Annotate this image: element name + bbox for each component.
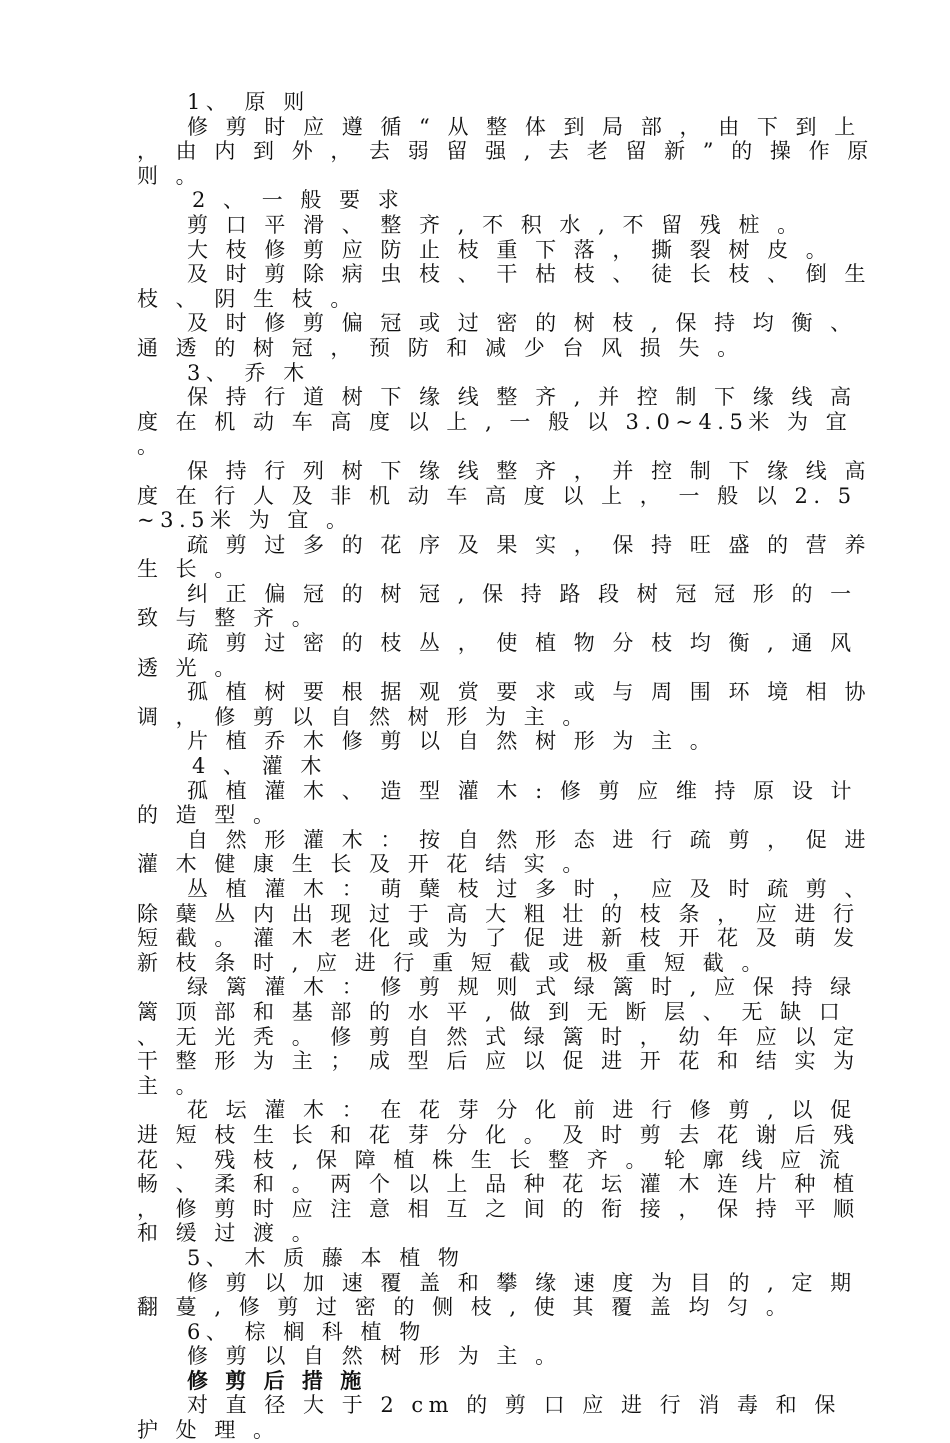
paragraph: 自 然 形 灌 木 ： 按 自 然 形 态 进 行 疏 剪 ， 促 进 灌 木 健 康 生 长 及 开 花 结 实 。 [137,827,871,877]
paragraph: 剪 口 平 滑 、 整 齐 , 不 积 水 , 不 留 残 桩 。 [187,212,804,237]
paragraph: 修 剪 以 加 速 覆 盖 和 攀 缘 速 度 为 目 的 , 定 期 翻 蔓 , 修 剪 过 密 的 侧 枝 , 使 其 覆 盖 均 匀 。 [137,1270,857,1320]
section-heading-principle: 1、 原 则 [187,90,310,114]
paragraph: 保 持 行 列 树 下 缘 线 整 齐 ， 并 控 制 下 缘 线 高 度 在 行 人 及 非 机 动 车 高 度 以 上 ， 一 般 以 2. 5 ~3.5米 为 宜 。 [137,458,871,533]
paragraph: 疏 剪 过 密 的 枝 丛 ， 使 植 物 分 枝 均 衡 , 通 风 透 光 。 [137,631,857,680]
paragraph: 花 坛 灌 木 ： 在 花 芽 分 化 前 进 行 修 剪 , 以 促 进 短 枝 生 长 和 花 芽 分 化 。 及 时 剪 去 花 谢 后 残 花 、 残 枝 , 保 障 植 株 生 长 整 齐 。 轮 廓 线 应 流 畅 、 柔 和 。 两 个 以 上 品 种 花 坛 灌 木 连 片 种 植 ， 修 剪 时 应 注 意 相 互 之 间 的 衔 接 ， 保 持 平 顺 和 缓 过 渡 。 [137,1098,860,1246]
paragraph: 大 枝 修 剪 应 防 止 枝 重 下 落 ， 撕 裂 树 皮 。 [187,237,833,262]
paragraph: 疏 剪 过 多 的 花 序 及 果 实 ， 保 持 旺 盛 的 营 养 生 长 。 [137,532,871,582]
paragraph: 孤 植 树 要 根 据 观 赏 要 求 或 与 周 围 环 境 相 协 调 ， 修 剪 以 自 然 树 形 为 主 。 [137,680,871,729]
paragraph: 绿 篱 灌 木 ： 修 剪 规 则 式 绿 篱 时 , 应 保 持 绿 篱 顶 部 和 基 部 的 水 平 , 做 到 无 断 层 、 无 缺 口 、 无 光 秃 。 修 剪 自 然 式 绿 篱 时 ， 幼 年 应 以 定 干 整 形 为 主 ； 成 型 后 应 以 促 进 开 花 和 结 实 为 主 。 [137,975,860,1098]
section-heading-trees: 3、 乔 木 [187,360,310,385]
section-heading-palms: 6、 棕 榈 科 植 物 [187,1319,426,1344]
section-heading-post-pruning: 修 剪 后 措 施 [187,1367,367,1393]
section-heading-shrubs: 4 、 灌 木 [192,754,327,779]
section-heading-general-requirements: 2 、 一 般 要 求 [192,188,405,213]
paragraph: 修 剪 以 自 然 树 形 为 主 。 [187,1344,562,1369]
paragraph: 修 剪 时 应 遵 循 “ 从 整 体 到 局 部 ， 由 下 到 上 ， 由 内 到 外 ， 去 弱 留 强 , 去 老 留 新 ” 的 操 作 原 则 。 [137,114,874,188]
paragraph: 片 植 乔 木 修 剪 以 自 然 树 形 为 主 。 [187,729,717,754]
paragraph: 保 持 行 道 树 下 缘 线 整 齐 , 并 控 制 下 缘 线 高 度 在 机 动 车 高 度 以 上 , 一 般 以 3.0~4.5米 为 宜 。 [137,385,857,459]
paragraph: 及 时 修 剪 偏 冠 或 过 密 的 树 枝 , 保 持 均 衡 、 通 透 的 树 冠 ， 预 防 和 减 少 台 风 损 失 。 [137,311,857,360]
document-body [137,90,877,1443]
paragraph: 纠 正 偏 冠 的 树 冠 , 保 持 路 段 树 冠 冠 形 的 一 致 与 整 齐 。 [137,581,857,631]
paragraph: 对 直 径 大 于 2 cm 的 剪 口 应 进 行 消 毒 和 保 护 处 理 。 [137,1393,841,1443]
paragraph: 及 时 剪 除 病 虫 枝 、 干 枯 枝 、 徒 长 枝 、 倒 生 枝 、 阴 生 枝 。 [137,262,871,311]
paragraph: 丛 植 灌 木 ： 萌 蘖 枝 过 多 时 ， 应 及 时 疏 剪 、 除 蘖 丛 内 出 现 过 于 高 大 粗 壮 的 枝 条 ， 应 进 行 短 截 。 灌 木 老 化 或 为 了 促 进 新 枝 开 花 及 萌 发 新 枝 条 时 , 应 进 行 重 短 截 或 极 重 短 截 。 [137,877,871,975]
section-heading-woody-vines: 5、 木 质 藤 本 植 物 [187,1245,465,1270]
paragraph: 孤 植 灌 木 、 造 型 灌 木 : 修 剪 应 维 持 原 设 计 的 造 型 。 [137,778,858,828]
